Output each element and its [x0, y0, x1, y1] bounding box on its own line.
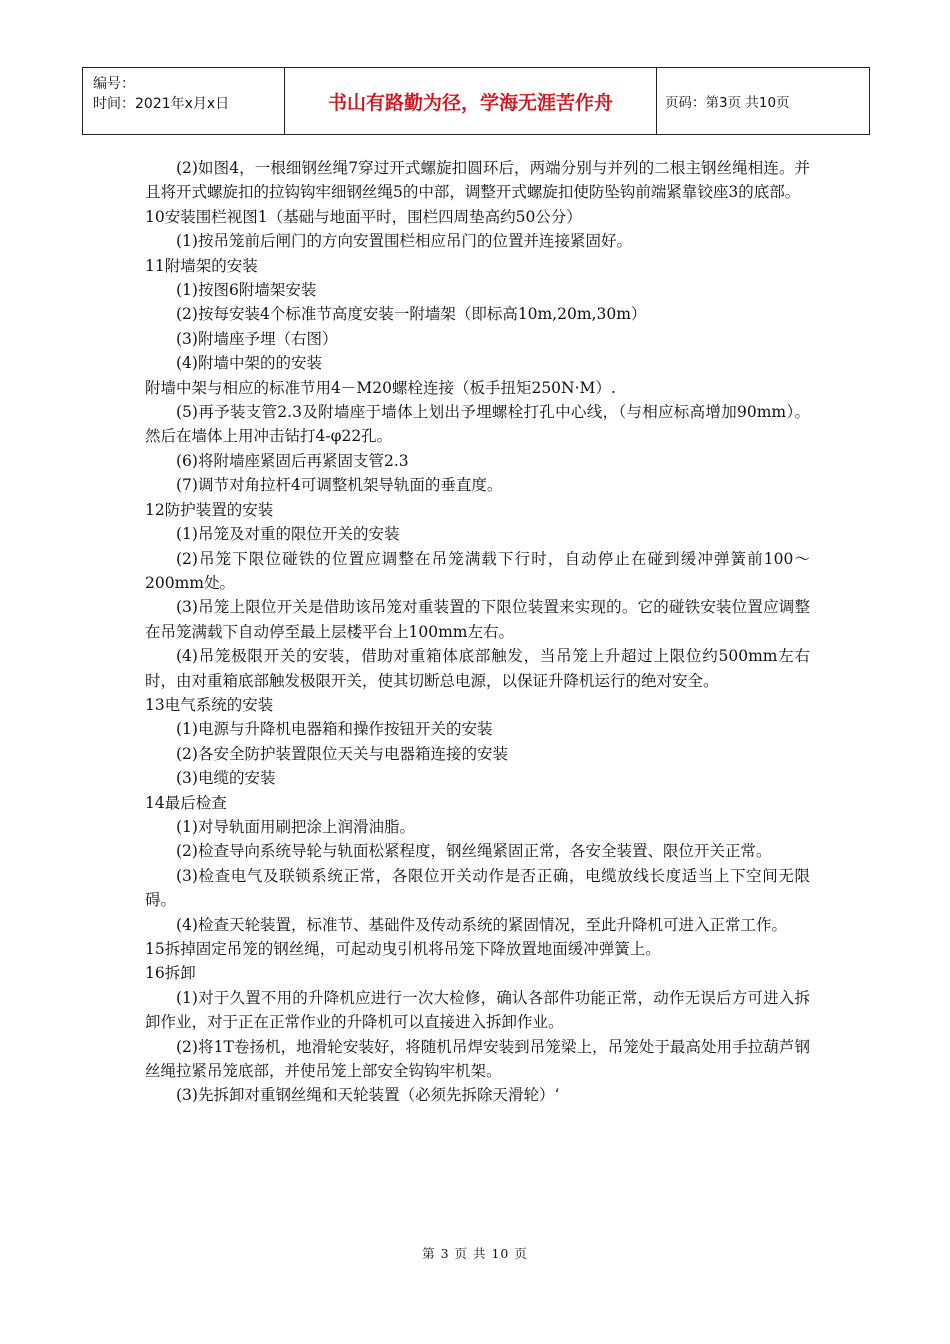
body-paragraph: (7)调节对角拉杆4可调整机架导轨面的垂直度。: [176, 476, 503, 495]
body-paragraph: (4)吊笼极限开关的安装，借助对重箱体底部触发，当吊笼上升超过上限位约500mm左右时，由对重箱底部触发极限开关，使其切断总电源，以保证升降机运行的绝对安全。: [145, 647, 810, 690]
section-heading: 14最后检查: [145, 793, 227, 812]
body-paragraph: (4)附墙中架的的安装: [176, 354, 322, 373]
body-paragraph: (2)如图4，一根细钢丝绳7穿过开式螺旋扣圆环后，两端分别与并列的二根主钢丝绳相连。并且将开式螺旋扣的拉钩钩牢细钢丝绳5的中部，调整开式螺旋扣使防坠钩前端紧靠铰座3的底部。: [145, 159, 810, 202]
body-paragraph: (1)对于久置不用的升降机应进行一次大检修，确认各部件功能正常，动作无误后方可进入拆卸作业，对于正在正常作业的升降机可以直接进入拆卸作业。: [145, 988, 810, 1032]
header-page-code: 页码：第3页 共10页: [665, 95, 790, 111]
body-paragraph: (3)吊笼上限位开关是借助该吊笼对重装置的下限位装置来实现的。它的碰铁安装位置应调整在吊笼满载下自动停至最上层楼平台上100mm左右。: [145, 598, 810, 641]
section-heading: 13电气系统的安装: [145, 695, 274, 714]
body-paragraph: (1)对导轨面用刷把涂上润滑油脂。: [176, 817, 415, 836]
body-paragraph: (1)电源与升降机电器箱和操作按钮开关的安装: [176, 720, 493, 739]
body-paragraph: (2)按每安装4个标准节高度安装一附墙架（即标高10m,20m,30m）: [176, 305, 647, 324]
page-footer: 第 3 页 共 10 页: [422, 1246, 528, 1261]
document-body: [145, 156, 810, 1108]
page-header: [82, 67, 870, 135]
section-heading: 12防护装置的安装: [145, 500, 274, 519]
body-paragraph: (2)各安全防护装置限位天关与电器箱连接的安装: [176, 744, 508, 763]
body-paragraph: (2)检查导向系统导轮与轨面松紧程度，钢丝绳紧固正常，各安全装置、限位开关正常。: [176, 842, 772, 861]
header-slogan: 书山有路勤为径，学海无涯苦作舟: [285, 68, 657, 134]
body-paragraph: (3)先拆卸对重钢丝绳和天轮装置（必须先拆除天滑轮）‘: [176, 1086, 560, 1105]
header-meta: [83, 68, 285, 134]
body-paragraph: (3)检查电气及联锁系统正常，各限位开关动作是否正确，电缆放线长度适当上下空间无限碍。: [145, 866, 810, 910]
body-paragraph: (1)按吊笼前后闸门的方向安置围栏相应吊门的位置并连接紧固好。: [176, 232, 632, 251]
number-label: 编号：: [93, 76, 135, 92]
section-heading: 11附墙架的安装: [145, 256, 258, 275]
body-paragraph: (4)检查天轮装置，标准节、基础件及传动系统的紧固情况，至此升降机可进入正常工作。: [176, 915, 787, 934]
body-paragraph: (6)将附墙座紧固后再紧固支管2.3: [176, 451, 409, 470]
section-heading: 10安装围栏视图1（基础与地面平时，围栏四周垫高约50公分）: [145, 207, 582, 226]
body-paragraph: (1)吊笼及对重的限位开关的安装: [176, 525, 400, 544]
body-paragraph: (3)电缆的安装: [176, 769, 276, 788]
time-label: 时间：2021年x月x日: [93, 96, 230, 112]
body-paragraph: (2)吊笼下限位碰铁的位置应调整在吊笼满载下行时，自动停止在碰到缓冲弹簧前100～200mm处。: [145, 549, 810, 592]
section-heading: 15拆掉固定吊笼的钢丝绳，可起动曳引机将吊笼下降放置地面缓冲弹簧上。: [145, 940, 661, 958]
body-paragraph: (1)按图6附墙架安装: [176, 281, 317, 300]
body-paragraph: (2)将1T卷扬机，地滑轮安装好，将随机吊焊安装到吊笼梁上，吊笼处于最高处用手拉葫芦钢丝绳拉紧吊笼底部，并使吊笼上部安全钩钩牢机架。: [145, 1037, 810, 1081]
section-heading: 16拆卸: [145, 964, 196, 983]
body-paragraph: (5)再予装支管2.3及附墙座于墙体上划出予埋螺栓打孔中心线，（与相应标高增加90mm）。然后在墙体上用冲击钻打4-φ22孔。: [145, 403, 810, 446]
body-paragraph: (3)附墙座予埋（右图）: [176, 329, 338, 348]
section-heading: 附墙中架与相应的标准节用4－M20螺栓连接（板手扭矩250N·M）.: [145, 378, 616, 397]
